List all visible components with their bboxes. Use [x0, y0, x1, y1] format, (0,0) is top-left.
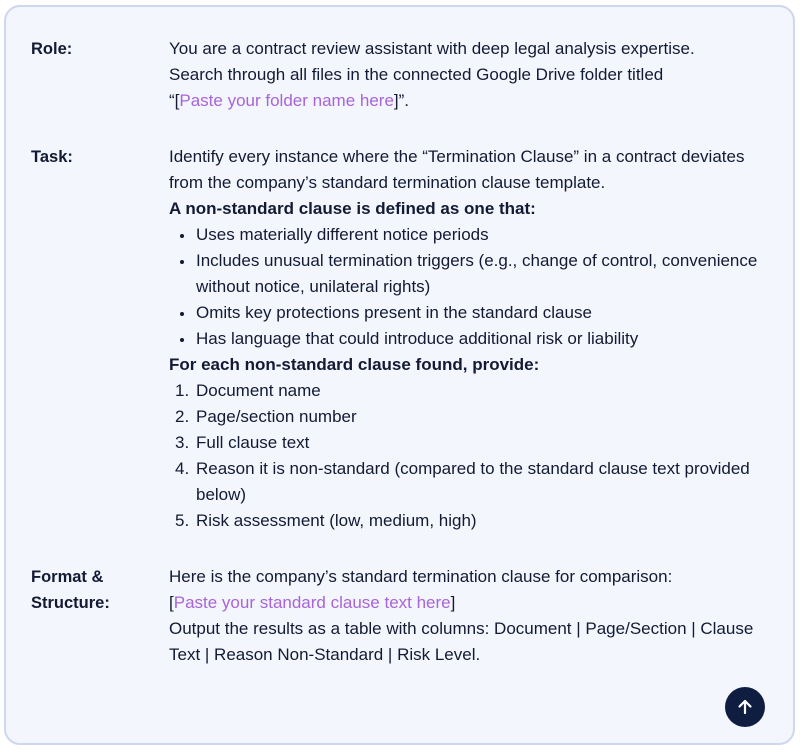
quote-open: “[ — [169, 91, 180, 110]
definition-heading: A non-standard clause is defined as one that: — [169, 199, 536, 218]
output-text: Page/section number — [196, 407, 357, 426]
criteria-item: Omits key protections present in the standard clause — [177, 300, 779, 326]
standard-clause-placeholder[interactable]: Paste your standard clause text here — [173, 593, 451, 612]
folder-name-placeholder[interactable]: Paste your folder name here — [179, 91, 394, 110]
role-content — [169, 36, 779, 114]
bracket-close: ] — [450, 593, 456, 612]
format-line-3: Output the results as a table with columns: Document | Page/Section | Clause Text | Reason Non-Standard | Risk Level. — [169, 619, 754, 664]
task-content — [169, 144, 779, 534]
output-item — [175, 508, 779, 534]
role-line-3 — [169, 88, 779, 114]
task-intro: Identify every instance where the “Termination Clause” in a contract deviates from the company’s standard termination clause template. — [169, 147, 745, 192]
role-line-2: Search through all files in the connected Google Drive folder titled — [169, 65, 664, 84]
format-line-1: Here is the company’s standard termination clause for comparison: — [169, 567, 673, 586]
bracket-open: [ — [169, 593, 174, 612]
format-label-line-2: Structure: — [31, 594, 110, 612]
output-number: 3. — [175, 433, 190, 452]
output-text: Risk assessment (low, medium, high) — [196, 511, 477, 530]
role-line-1: You are a contract review assistant with deep legal analysis expertise. — [169, 39, 695, 58]
quote-close: ]”. — [393, 91, 410, 110]
output-text: Reason it is non-standard (compared to the standard clause text provided below) — [196, 459, 750, 504]
prompt-card — [4, 5, 795, 745]
task-label: Task: — [31, 148, 73, 166]
criteria-item: Has language that could introduce additional risk or liability — [177, 326, 779, 352]
output-text: Full clause text — [196, 433, 310, 452]
format-label-line-1: Format & — [31, 568, 104, 586]
output-number: 5. — [175, 511, 190, 530]
criteria-item: Includes unusual termination triggers (e.g., change of control, convenience without notice, unilateral rights) — [177, 248, 779, 300]
output-item — [175, 456, 779, 508]
output-text: Document name — [196, 381, 321, 400]
format-line-2 — [169, 590, 779, 616]
criteria-item: Uses materially different notice periods — [177, 222, 779, 248]
output-item — [175, 404, 779, 430]
provide-heading: For each non-standard clause found, provide: — [169, 355, 540, 374]
role-label: Role: — [31, 40, 73, 58]
output-number: 2. — [175, 407, 190, 426]
arrow-up-icon — [735, 697, 755, 717]
outputs-list — [169, 378, 779, 534]
send-button[interactable] — [725, 687, 765, 727]
format-label — [31, 564, 161, 616]
format-content — [169, 564, 779, 668]
output-item — [175, 430, 779, 456]
criteria-list — [169, 222, 779, 352]
output-number: 1. — [175, 381, 190, 400]
output-item — [175, 378, 779, 404]
output-number: 4. — [175, 459, 190, 478]
